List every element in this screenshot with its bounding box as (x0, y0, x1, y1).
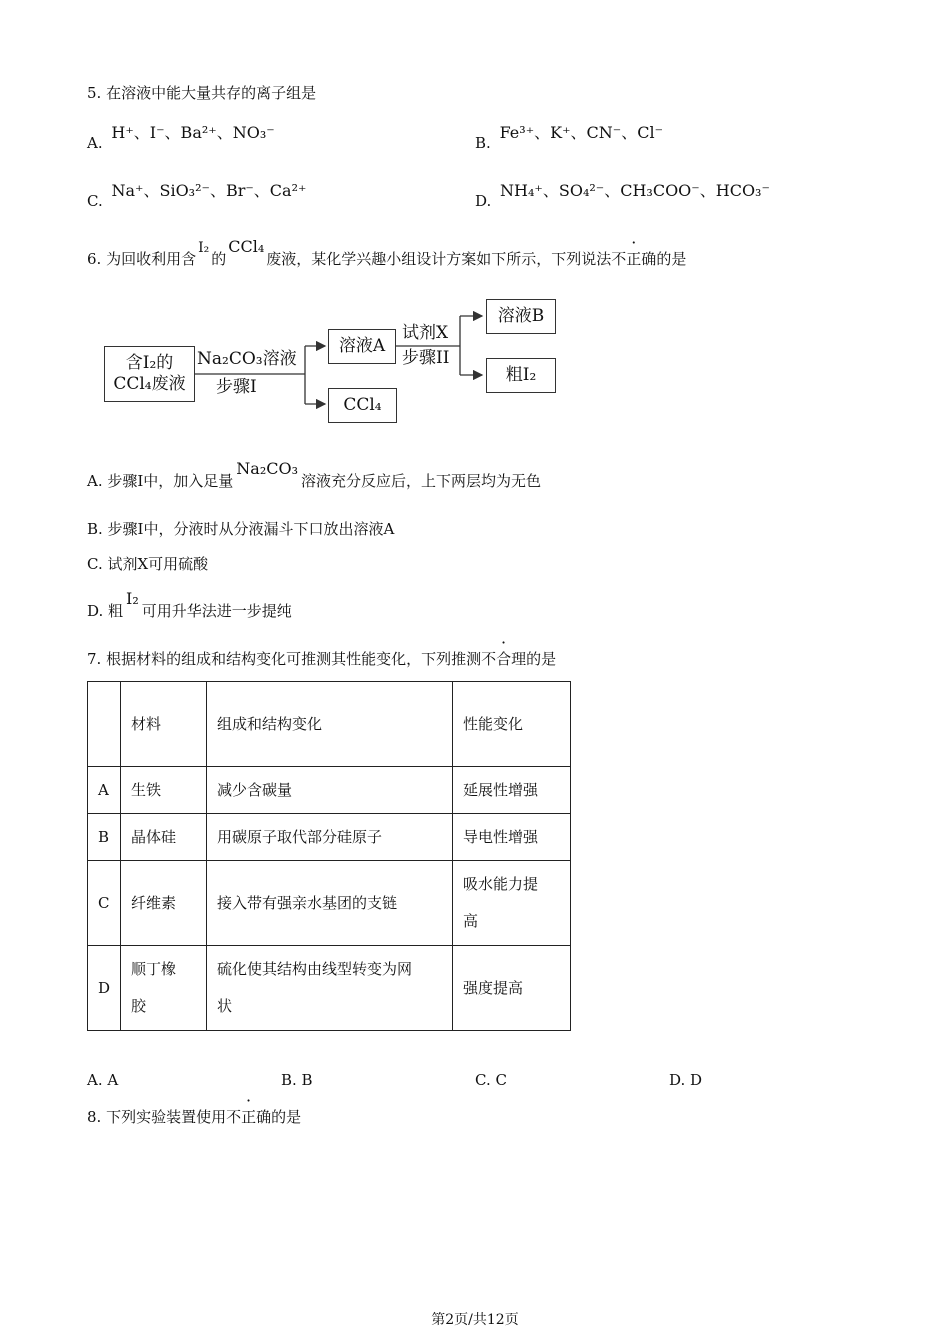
q6-option-d (87, 589, 292, 621)
q7-table (87, 681, 571, 1031)
table-row (88, 767, 571, 814)
option-text: A. 步骤I中，加入足量 (87, 472, 234, 490)
change-cell: 减少含碳量 (207, 767, 453, 814)
q8-stem (87, 1106, 301, 1127)
change-cell: 硫化使其结构由线型转变为网 状 (207, 946, 453, 1031)
ion-list: NH₄⁺、SO₄²⁻、CH₃COO⁻、HCO₃⁻ (500, 181, 770, 200)
formula-ccl4: CCl₄ (228, 237, 265, 256)
q6-option-a (87, 459, 542, 491)
option-letter: C. (87, 192, 103, 210)
q6-option-b: B. 步骤I中，分液时从分液漏斗下口放出溶液A (87, 520, 395, 538)
step1-reagent: Na₂CO₃溶液 (197, 349, 297, 369)
q5-stem: 5. 在溶液中能大量共存的离子组是 (87, 84, 317, 102)
property-cell: 吸水能力提 高 (453, 861, 571, 946)
table-row (88, 946, 571, 1031)
option-letter: A. (87, 134, 103, 152)
emphasis-text: 不正确 (611, 250, 657, 268)
q7-option-d: D. D (669, 1071, 703, 1089)
q7-option-b: B. B (281, 1071, 313, 1089)
ion-list: Fe³⁺、K⁺、CN⁻、Cl⁻ (499, 123, 664, 142)
page-footer: 第2页/共12页 (431, 1312, 519, 1328)
emphasis-text: 不合理 (481, 650, 527, 668)
row-key: A (88, 767, 121, 814)
step2-reagent: 试剂X (402, 323, 449, 343)
ion-list: H⁺、I⁻、Ba²⁺、NO₃⁻ (111, 123, 275, 142)
stem-text: 的是 (271, 1108, 302, 1126)
q6-option-c: C. 试剂X可用硫酸 (87, 555, 209, 573)
option-text: 溶液充分反应后，上下两层均为无色 (301, 472, 542, 490)
step2-label: 步骤II (402, 348, 450, 368)
table-header-row (88, 682, 571, 767)
step1-label: 步骤I (216, 377, 257, 397)
stem-text: 的是 (526, 650, 557, 668)
table-row (88, 861, 571, 946)
stem-text: 8. 下列实验装置使用 (87, 1108, 227, 1126)
material-cell: 纤维素 (121, 861, 207, 946)
header-cell: 材料 (121, 682, 207, 767)
row-key: D (88, 946, 121, 1031)
row-key: C (88, 861, 121, 946)
material-cell: 生铁 (121, 767, 207, 814)
stem-text: 6. 为回收利用含 (87, 250, 197, 268)
table-row (88, 814, 571, 861)
ion-list: Na⁺、SiO₃²⁻、Br⁻、Ca²⁺ (111, 181, 307, 200)
ccl4-box: CCl₄ (328, 388, 397, 423)
solution-b-box: 溶液B (486, 299, 556, 334)
q7-option-c: C. C (475, 1071, 507, 1089)
crude-i2-box: 粗I₂ (486, 358, 556, 393)
option-text: 可用升华法进一步提纯 (141, 602, 292, 620)
formula-i2: I₂ (198, 240, 210, 256)
option-letter: B. (475, 134, 491, 152)
row-key: B (88, 814, 121, 861)
q7-stem (87, 648, 556, 669)
property-cell: 强度提高 (453, 946, 571, 1031)
option-letter: D. (475, 192, 492, 210)
property-cell: 延展性增强 (453, 767, 571, 814)
property-cell: 导电性增强 (453, 814, 571, 861)
change-cell: 接入带有强亲水基团的支链 (207, 861, 453, 946)
waste-liquid-box: 含I₂的 CCl₄废液 (104, 346, 195, 402)
stem-text: 的是 (656, 250, 687, 268)
stem-text: 废液，某化学兴趣小组设计方案如下所示，下列说法 (266, 250, 612, 268)
material-cell: 晶体硅 (121, 814, 207, 861)
stem-text: 的 (211, 250, 227, 268)
change-cell: 用碳原子取代部分硅原子 (207, 814, 453, 861)
option-text: D. 粗 (87, 602, 124, 620)
header-cell: 性能变化 (453, 682, 571, 767)
solution-a-box: 溶液A (328, 329, 396, 364)
material-cell: 顺丁橡 胶 (121, 946, 207, 1031)
formula-i2: I₂ (126, 589, 139, 608)
q7-option-a: A. A (87, 1071, 119, 1089)
header-cell (88, 682, 121, 767)
header-cell: 组成和结构变化 (207, 682, 453, 767)
emphasis-text: 不正确 (226, 1108, 272, 1126)
formula-na2co3: Na₂CO₃ (236, 459, 299, 478)
stem-text: 7. 根据材料的组成和结构变化可推测其性能变化，下列推测 (87, 650, 482, 668)
